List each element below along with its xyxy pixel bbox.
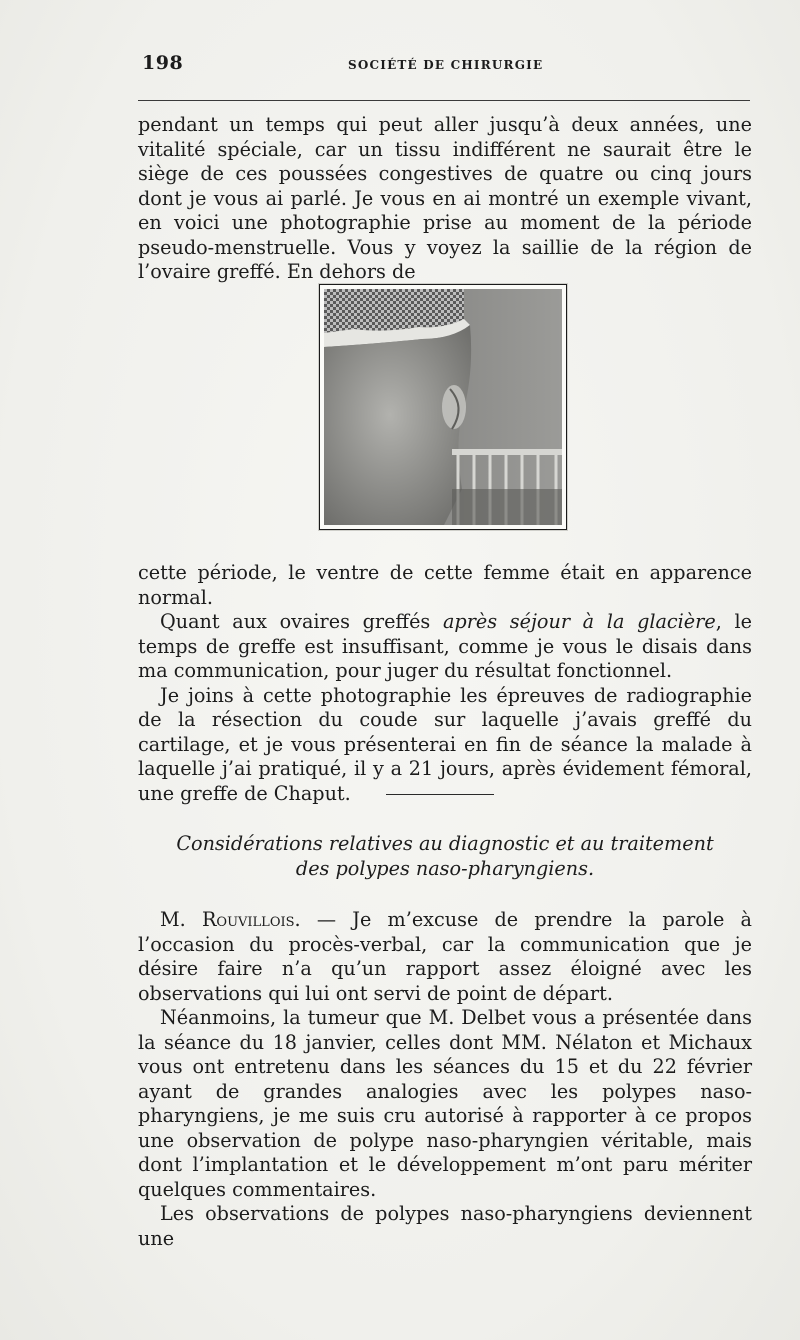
photograph-image xyxy=(324,289,562,525)
paragraph-3-start: Quant aux ovaires greffés xyxy=(160,610,443,633)
section-title xyxy=(138,832,752,881)
speaker-name: Rouvillois xyxy=(201,908,295,931)
section-title-line-2: des polypes naso-pharyngiens. xyxy=(295,856,595,880)
paragraph-4: Je joins à cette photographie les épreuves de radiographie de la résection du coude sur laquelle j’avais greffé du cartilage, et je vous présenterai en fin de séance la malade à laquelle j’ai pratiqué, il y a 21 jours, après évidement fémoral, une greffe de Chaput. xyxy=(138,683,752,805)
paragraph-2: cette période, le ventre de cette femme était en apparence normal. xyxy=(138,561,752,609)
section-separator xyxy=(386,794,494,795)
text-block-2 xyxy=(138,561,752,806)
paragraph-3 xyxy=(138,610,752,684)
paragraph-1: pendant un temps qui peut aller jusqu’à deux années, une vitalité spéciale, car un tissu indifférent ne saurait être le siège de ces poussées congestives de quatre ou cinq jours dont je vous ai parlé. Je vous en ai montré un exemple vivant, en voici une photographie prise au moment de la période pseudo-menstruelle. Vous y voyez la saillie de la région de l’ovaire greffé. En dehors de xyxy=(138,113,752,283)
paragraph-7: Les observations de polypes naso-pharyngiens deviennent une xyxy=(138,1202,752,1250)
section-title-line-1: Considérations relatives au diagnostic et au traitement xyxy=(176,832,714,855)
running-head: SOCIÉTÉ DE CHIRURGIE xyxy=(348,58,544,72)
photograph xyxy=(324,289,562,525)
speaker-initial: M. xyxy=(160,908,202,931)
text-block-1 xyxy=(138,113,752,285)
paragraph-5-text: . — Je m’excuse de prendre la parole à l’occasion du procès-verbal, car la communication que je désire faire n’a qu’un rapport assez éloigné avec les observations qui lui ont servi de point de départ. xyxy=(138,908,752,1005)
page-header xyxy=(138,50,752,80)
photograph-figure xyxy=(319,284,567,530)
page-number: 198 xyxy=(142,52,184,74)
paragraph-3-italic: après séjour à la glacière xyxy=(442,610,716,633)
paragraph-3-end: , le temps de greffe est insuffisant, comme je vous le disais dans ma communication, pour juger du résultat fonctionnel. xyxy=(138,610,752,682)
header-rule xyxy=(138,100,750,101)
paragraph-6: Néanmoins, la tumeur que M. Delbet vous a présentée dans la séance du 18 janvier, celles dont MM. Nélaton et Michaux vous ont entretenu dans les séances du 15 et du 22 février ayant de grandes analogies avec les polypes naso-pharyngiens, je me suis cru autorisé à rapporter à ce propos une observation de polype naso-pharyngien véritable, mais dont l’implantation et le développement m’ont paru mériter quelques commentaires. xyxy=(138,1006,752,1201)
text-block-3 xyxy=(138,908,752,1251)
paragraph-5 xyxy=(138,908,752,1006)
